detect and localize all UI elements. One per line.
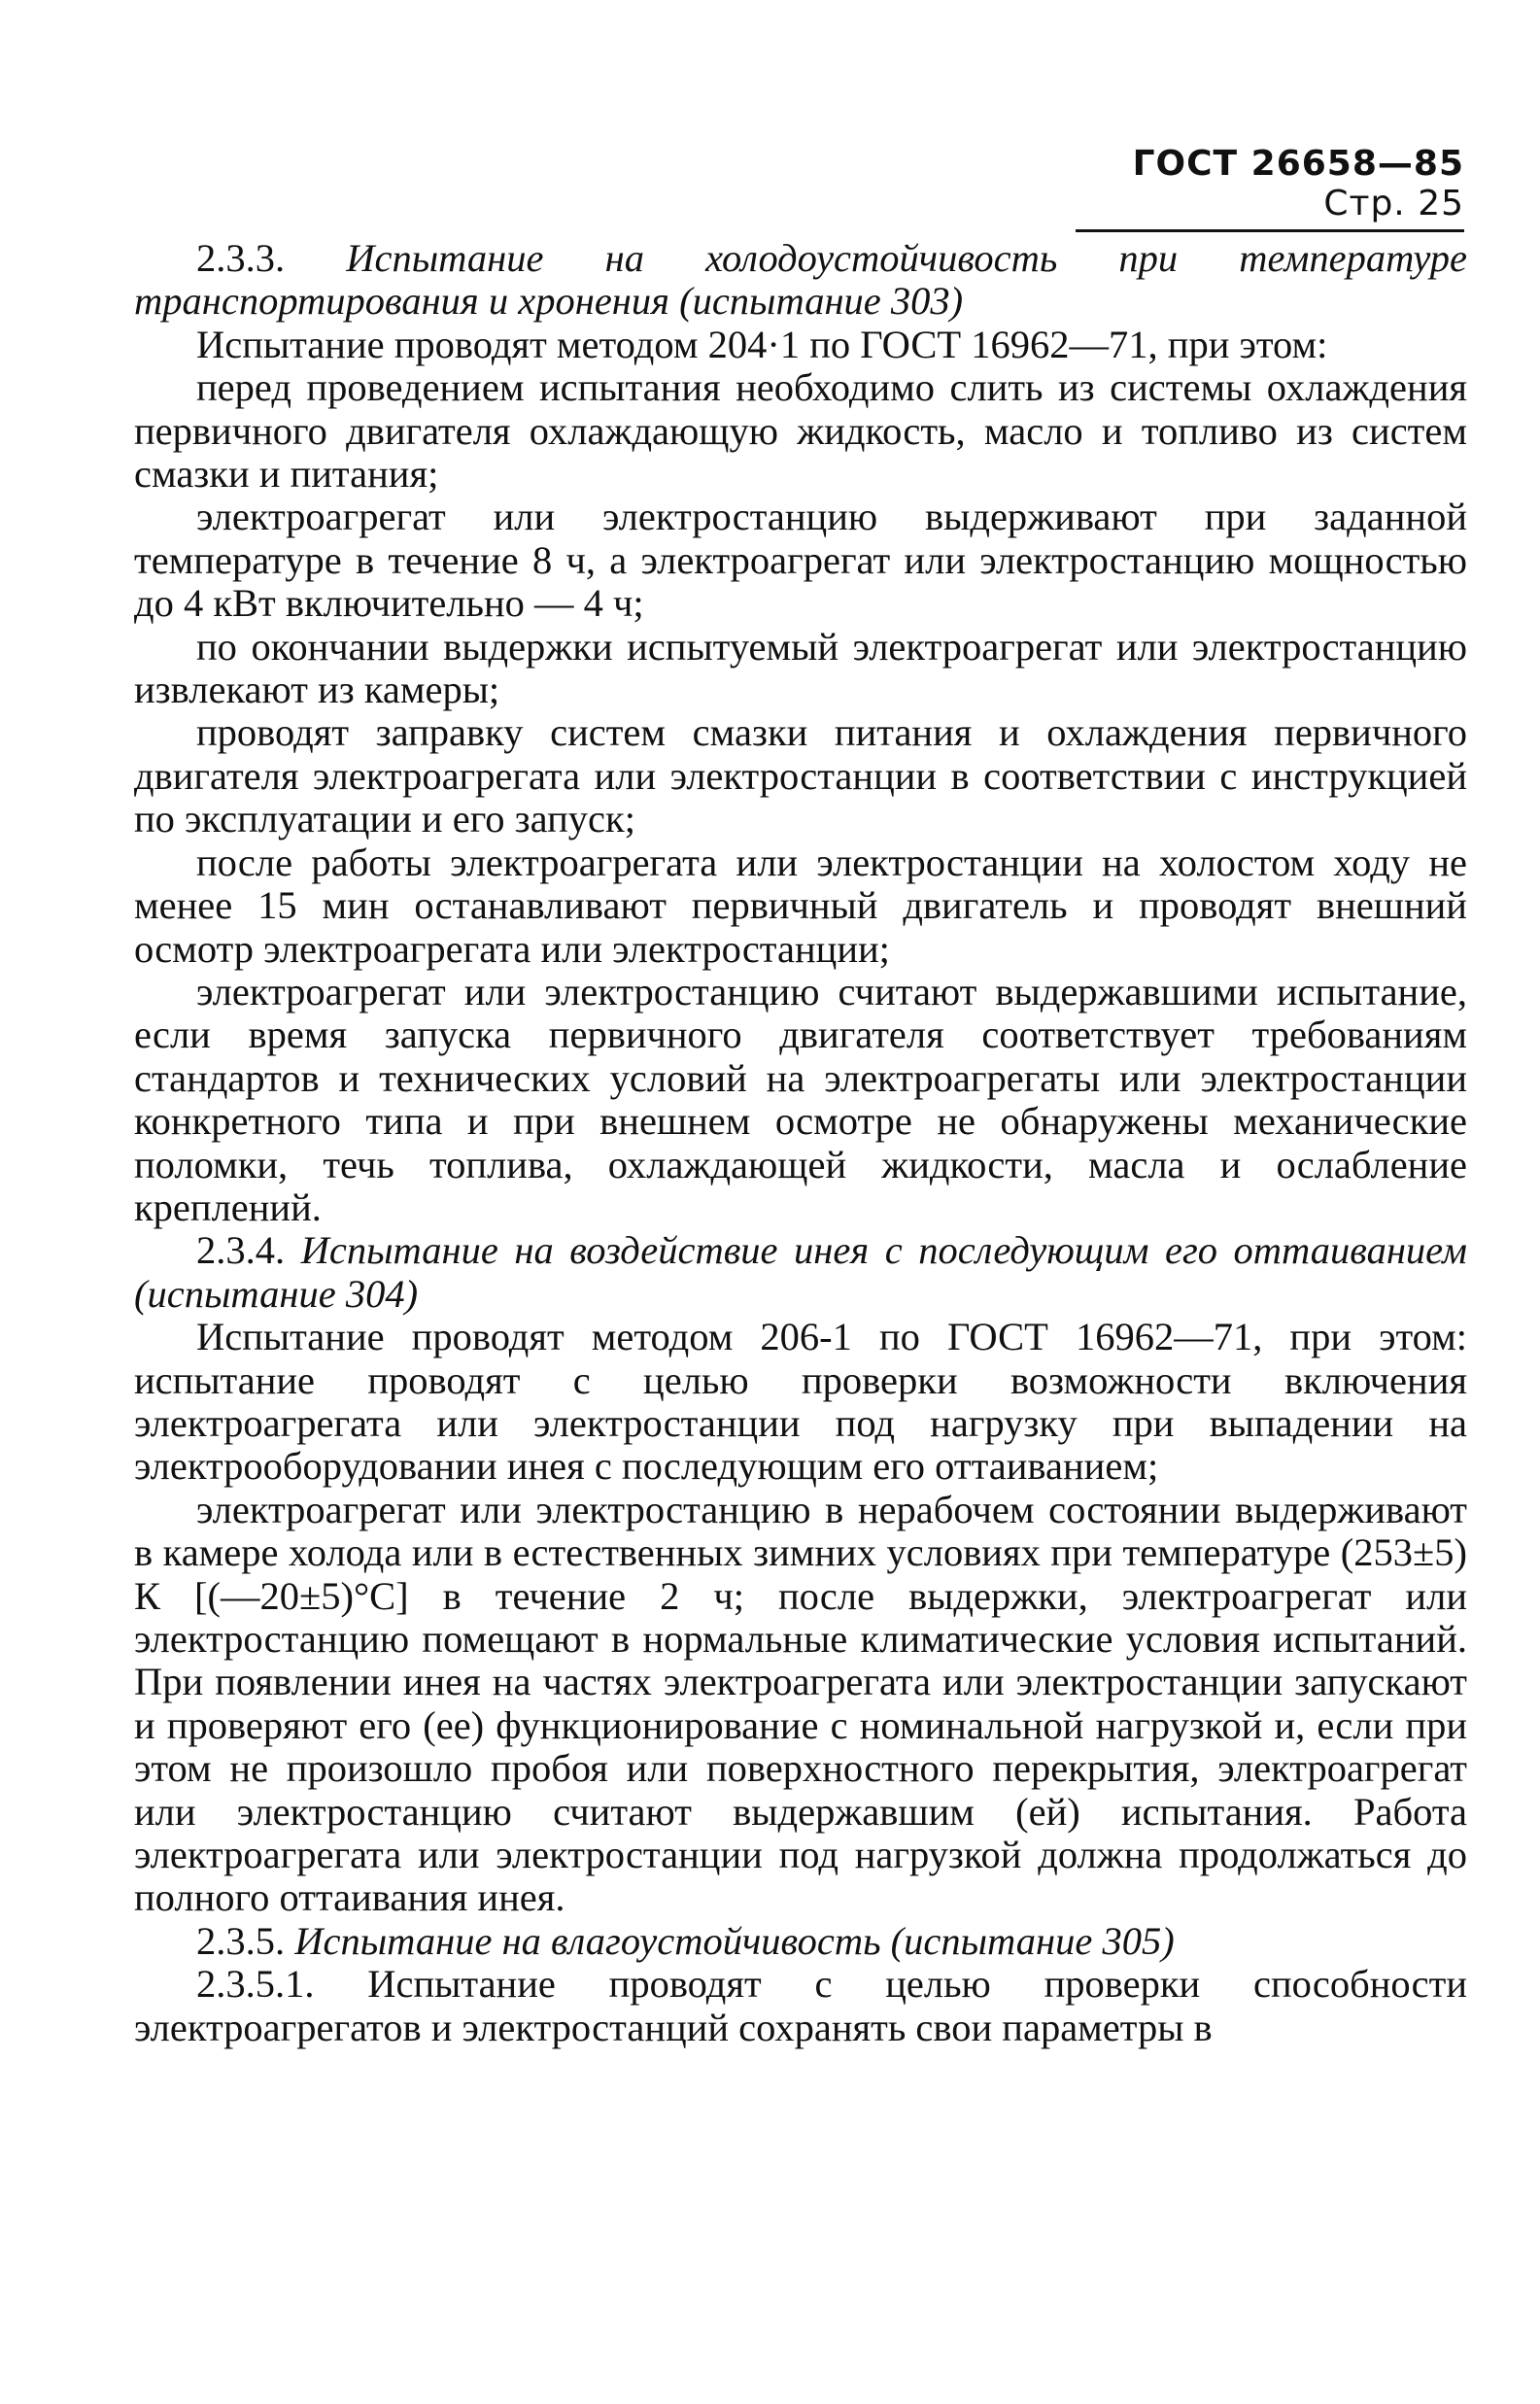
section-2-3-4-heading [134, 1229, 1467, 1316]
section-number: 2.3.5. [196, 1918, 286, 1963]
paragraph: перед проведением испытания необходимо слить из системы охлаждения первичного двигателя охлаждающую жидкость, масло и топливо из систем смазки и питания; [134, 365, 1467, 497]
paragraph: электроагрегат или электростанцию выдерживают при заданной температуре в течение 8 ч, а электроагрегат или электростанцию мощностью до 4 кВт включительно — 4 ч; [134, 495, 1467, 626]
section-number: 2.3.3. [196, 236, 286, 280]
paragraph: электроагрегат или электростанцию считают выдержавшими испытание, если время запуска первичного двигателя соответствует требованиям стандартов и технических условий на электроагрегаты или электростанции конкретного типа и при внешнем осмотре не обнаружены механические поломки, течь топлива, охлаждающей жидкости, масла и ослабление креплений. [134, 969, 1467, 1229]
document-code: ГОСТ 26658—85 [1132, 144, 1464, 184]
paragraph: Испытание проводят методом 206-1 по ГОСТ 16962—71, при этом: испытание проводят с целью проверки возможности включения электроагрегата или электростанции под нагрузку при выпадении на электрооборудовании инея с последующим его оттаиванием; [134, 1315, 1467, 1489]
document-body [134, 237, 1467, 2049]
section-2-3-5-heading [134, 1920, 1467, 1963]
section-number: 2.3.5.1. [196, 1962, 315, 2007]
paragraph: после работы электроагрегата или электростанции на холостом ходу не менее 15 мин останавливают первичный двигатель и проводят внешний осмотр электроагрегата или электростанции; [134, 840, 1467, 971]
section-title: Испытание на воздействие инея с последующим его оттаиванием (испытание 304) [134, 1228, 1468, 1316]
paragraph: электроагрегат или электростанцию в нерабочем состоянии выдерживают в камере холода или в естественных зимних условиях при температуре (253±5) К [(—20±5)°С] в течение 2 ч; после выдержки, электроагрегат или электростанцию помещают в нормальные климатические условия испытаний. При появлении инея на частях электроагрегата или электростанции запускают и проверяют его (ее) функционирование с номинальной нагрузкой и, если при этом не произошло пробоя или поверхностного перекрытия, электроагрегат или электростанцию считают выдержавшим (ей) испытания. Работа электроагрегата или электростанции под нагрузкой должна продолжаться до полного оттаивания инея. [134, 1487, 1467, 1920]
section-title: Испытание на влагоустойчивость (испытание 305) [294, 1918, 1175, 1963]
section-2-3-3-heading [134, 237, 1467, 324]
paragraph: Испытание проводят методом 204·1 по ГОСТ 16962—71, при этом: [196, 322, 1328, 366]
section-2-3-5-1 [134, 1963, 1467, 2049]
page-header [1076, 144, 1464, 232]
section-number: 2.3.4. [196, 1228, 286, 1273]
paragraph: проводят заправку систем смазки питания и охлаждения первичного двигателя электроагрегата или электростанции в соответствии с инструкцией по эксплуатации и его запуск; [134, 710, 1467, 841]
paragraph: Испытание проводят с целью проверки способности электроагрегатов и электростанций сохранять свои параметры в [134, 1962, 1468, 2049]
section-title: Испытание на холодоустойчивость при температуре транспортирования и хронения (испытание 303) [134, 236, 1468, 324]
page-number: Стр. 25 [1323, 184, 1464, 223]
paragraph: по окончании выдержки испытуемый электроагрегат или электростанцию извлекают из камеры; [134, 624, 1467, 712]
